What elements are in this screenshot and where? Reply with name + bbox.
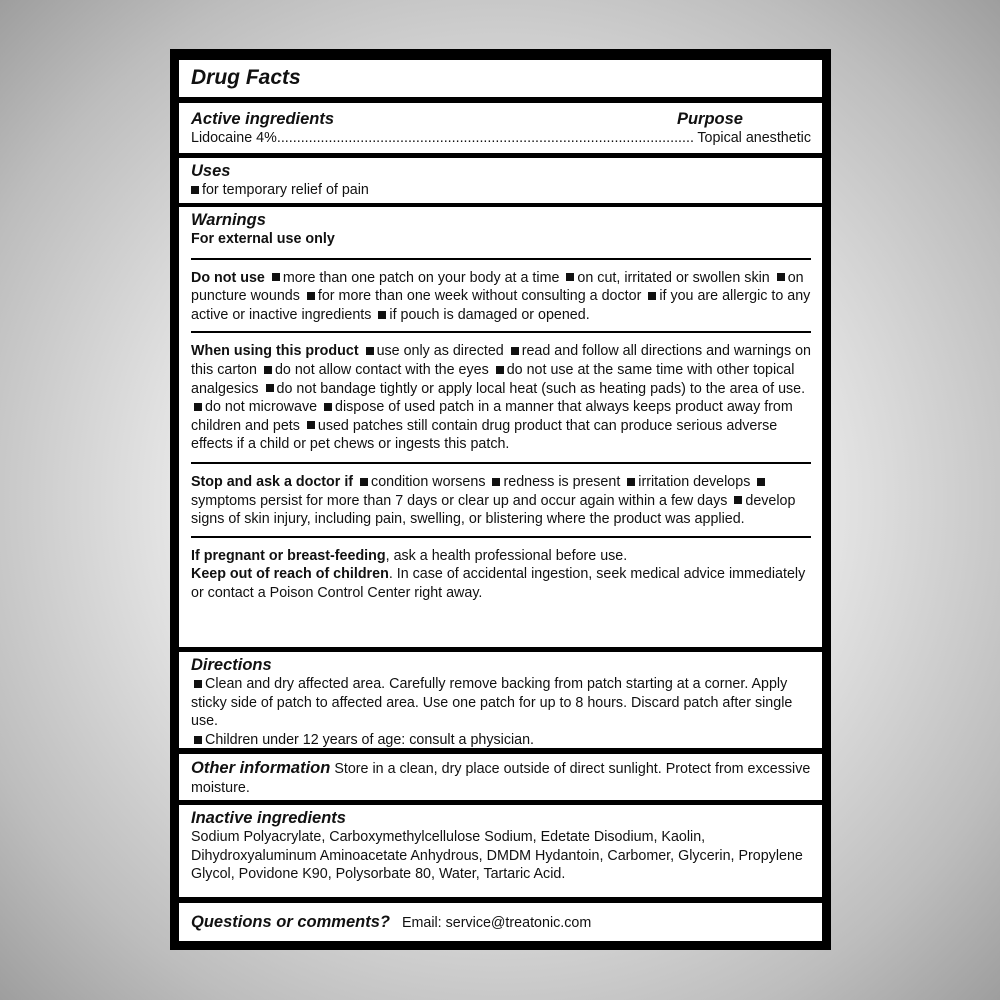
when-using-block (191, 333, 811, 462)
bullet-icon (378, 311, 386, 319)
bullet-icon (266, 384, 274, 392)
bullet-icon (566, 273, 574, 281)
warning-item: develop signs of skin injury, including pain, swelling, or blistering where the product was applied. (191, 492, 796, 528)
warnings-section (179, 207, 822, 647)
bullet-icon (324, 403, 332, 411)
warning-item: irritation develops (638, 473, 751, 490)
warning-item: on puncture wounds (191, 269, 804, 305)
bullet-icon (307, 292, 315, 300)
warnings-heading: Warnings (191, 211, 266, 229)
title-section (179, 60, 822, 97)
other-information-section (179, 754, 822, 800)
uses-heading: Uses (191, 162, 231, 180)
children-label: Keep out of reach of children (191, 566, 389, 583)
stop-use-label: Stop and ask a doctor if (191, 473, 354, 490)
inactive-ingredients-heading: Inactive ingredients (191, 809, 346, 827)
when-using-label: When using this product (191, 343, 359, 360)
warning-item: do not microwave (205, 399, 318, 416)
bullet-icon (264, 366, 272, 374)
bullet-icon (194, 736, 202, 744)
warning-item: symptoms persist for more than 7 days or clear up and occur again within a few days (191, 492, 728, 509)
inactive-ingredients-text: Sodium Polyacrylate, Carboxymethylcellulose Sodium, Edetate Disodium, Kaolin, Dihydroxyaluminum Aminoacetate Anhydrous, DMDM Hydantoin, Carbomer, Glycerin, Propylene Glycol, Povidone K90, Polysorbate 80, Water, Tartaric Acid. (191, 829, 803, 883)
drug-facts-panel (170, 49, 831, 950)
inactive-ingredients-section (179, 805, 822, 897)
bullet-icon (307, 421, 315, 429)
bullet-icon (757, 478, 765, 486)
bullet-icon (627, 478, 635, 486)
warning-item: used patches still contain drug product that can produce serious adverse effects if a child or pet chews or ingests this patch. (191, 417, 778, 453)
warning-item: do not allow contact with the eyes (274, 361, 489, 378)
active-ingredient-row (191, 129, 811, 148)
warning-item: read and follow all directions and warnings on this carton (191, 343, 812, 378)
pregnancy-label: If pregnant or breast-feeding (191, 547, 386, 564)
bullet-icon (492, 478, 500, 486)
bullet-icon (648, 292, 656, 300)
direction-text: Clean and dry affected area. Carefully remove backing from patch starting at a corner. Apply sticky side of patch to affected area. Use one patch for up to 8 hours. Discard patch after single use. (191, 676, 793, 730)
active-ingredients-section (179, 103, 822, 153)
warning-item: do not use at the same time with other topical analgesics (191, 361, 795, 397)
active-ingredient: Lidocaine 4% (191, 130, 277, 146)
stop-use-block (191, 464, 811, 536)
direction-text: Children under 12 years of age: consult a physician. (205, 731, 535, 748)
directions-section (179, 652, 822, 748)
pregnancy-warning (191, 547, 811, 566)
warning-item: dispose of used patch in a manner that always keeps product away from children and pets (191, 399, 793, 434)
other-information-text: Store in a clean, dry place outside of direct sunlight. Protect from excessive moisture. (191, 761, 811, 796)
do-not-use-block (191, 260, 811, 332)
pregnancy-children-block (191, 538, 811, 608)
external-use-text: For external use only (191, 231, 335, 247)
questions-contact: Email: service@treatonic.com (401, 915, 592, 931)
leader-dots (277, 129, 694, 148)
warning-item: more than one patch on your body at a time (282, 269, 560, 286)
warning-item: condition worsens (371, 473, 486, 490)
purpose-heading: Purpose (676, 110, 743, 128)
direction-item (191, 675, 811, 731)
bullet-icon (496, 366, 504, 374)
active-purpose: Topical anesthetic (697, 130, 811, 146)
warning-item: if pouch is damaged or opened. (389, 306, 590, 323)
uses-item (191, 181, 811, 200)
bullet-icon (511, 347, 519, 355)
warning-item: do not bandage tightly or apply local heat (such as heating pads) to the area of use. (276, 380, 806, 397)
bullet-icon (734, 496, 742, 504)
bullet-icon (366, 347, 374, 355)
directions-heading: Directions (191, 656, 272, 674)
other-information-heading: Other information (191, 759, 331, 777)
questions-heading: Questions or comments? (191, 913, 390, 931)
bullet-icon (191, 186, 199, 194)
warning-item: on cut, irritated or swollen skin (577, 269, 770, 286)
uses-section (179, 158, 822, 203)
warning-item: if you are allergic to any active or inactive ingredients (191, 288, 811, 323)
warning-item: for more than one week without consulting a doctor (317, 288, 642, 305)
children-text: . In case of accidental ingestion, seek medical advice immediately or contact a Poison Control Center right away. (191, 566, 806, 601)
questions-section (179, 903, 822, 941)
children-warning (191, 565, 811, 602)
direction-item (191, 731, 811, 750)
uses-item-text: for temporary relief of pain (202, 182, 369, 198)
pregnancy-text: , ask a health professional before use. (385, 547, 628, 564)
drug-facts-title: Drug Facts (191, 66, 301, 89)
warning-item: use only as directed (376, 343, 504, 360)
active-ingredients-heading: Active ingredients (191, 110, 335, 128)
bullet-icon (360, 478, 368, 486)
bullet-icon (777, 273, 785, 281)
bullet-icon (272, 273, 280, 281)
bullet-icon (194, 403, 202, 411)
do-not-use-label: Do not use (191, 269, 265, 286)
warning-item: redness is present (503, 473, 621, 490)
bullet-icon (194, 680, 202, 688)
